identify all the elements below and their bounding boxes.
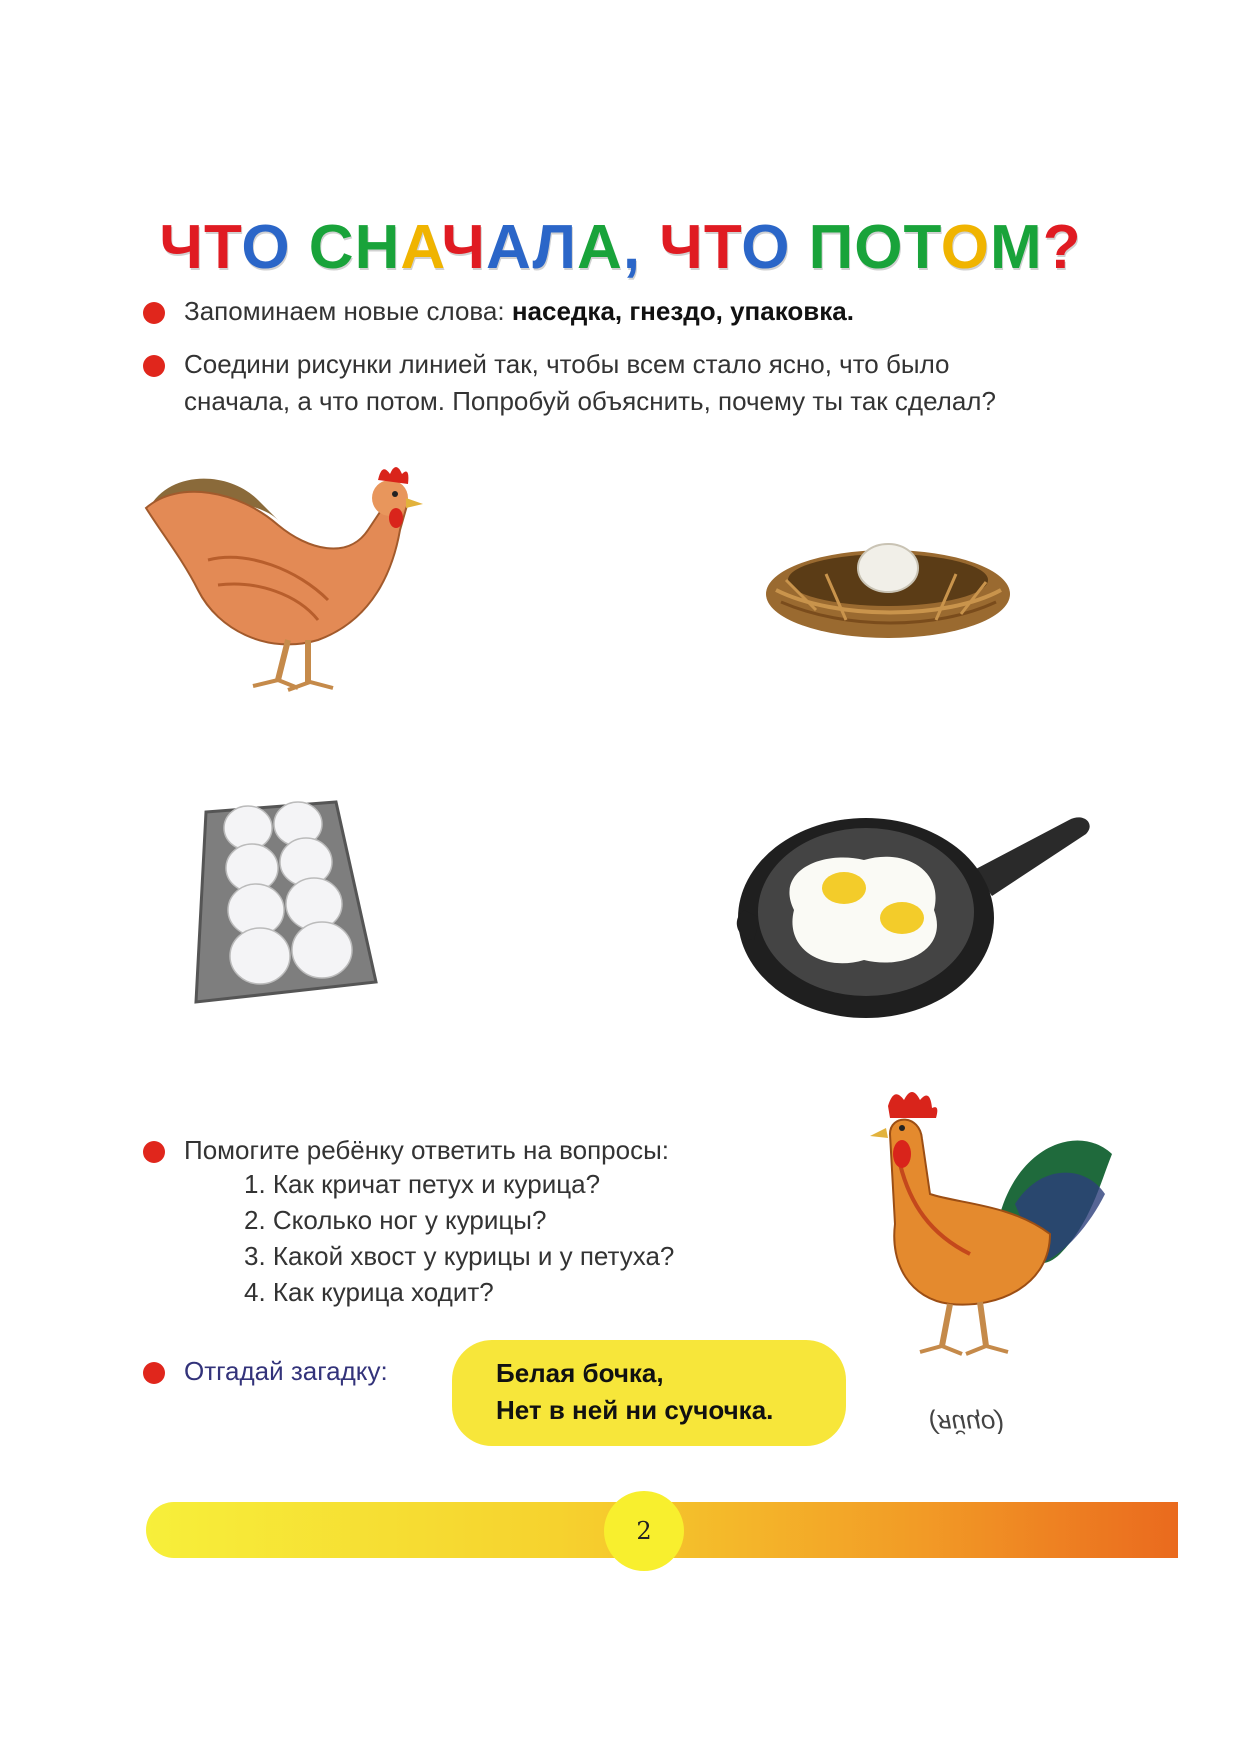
riddle-answer: (яйцо) bbox=[929, 1409, 1004, 1439]
egg-carton-icon bbox=[186, 792, 382, 1006]
riddle-box bbox=[452, 1340, 846, 1446]
nest-icon bbox=[756, 530, 1018, 650]
bullet-dot bbox=[143, 302, 165, 324]
title-letter: , bbox=[622, 213, 642, 282]
new-words-prefix: Запоминаем новые слова: bbox=[184, 296, 512, 326]
new-words-list: наседка, гнездо, упаковка. bbox=[511, 296, 854, 326]
title-letter bbox=[641, 213, 659, 282]
question-item: 4. Как курица ходит? bbox=[244, 1277, 494, 1307]
title-letter: М bbox=[990, 213, 1043, 282]
title-letter: О bbox=[854, 213, 904, 282]
questions-bullet bbox=[148, 1132, 669, 1169]
title-letter: П bbox=[808, 213, 855, 282]
hen-icon bbox=[138, 450, 438, 710]
question-item: 2. Сколько ног у курицы? bbox=[244, 1205, 547, 1235]
frying-pan-icon bbox=[734, 800, 1104, 1024]
questions-heading: Помогите ребёнку ответить на вопросы: bbox=[184, 1135, 669, 1165]
title-letter: Т bbox=[703, 213, 742, 282]
question-item: 3. Какой хвост у курицы и у петуха? bbox=[244, 1241, 675, 1271]
task-bullet bbox=[148, 346, 996, 420]
title-letter: Ч bbox=[159, 213, 204, 282]
title-letter: А bbox=[486, 213, 533, 282]
title-letter: Н bbox=[354, 213, 401, 282]
title-letter: ? bbox=[1042, 213, 1082, 282]
title-letter: С bbox=[308, 213, 355, 282]
page-number: 2 bbox=[604, 1491, 684, 1571]
title-letter: Ч bbox=[659, 213, 704, 282]
title-letter: А bbox=[400, 213, 442, 282]
title-letter: О bbox=[940, 213, 991, 282]
new-words-bullet bbox=[148, 293, 854, 330]
title-letter: Л bbox=[532, 213, 578, 282]
title-letter bbox=[291, 213, 309, 282]
riddle-bullet bbox=[148, 1353, 388, 1390]
title-letter: Т bbox=[204, 213, 242, 282]
title-letter: Ч bbox=[441, 213, 486, 282]
title-letter: О bbox=[241, 213, 291, 282]
title-letter: А bbox=[577, 213, 623, 282]
riddle-line-1: Белая бочка, bbox=[496, 1358, 664, 1388]
rooster-icon bbox=[850, 1084, 1120, 1374]
riddle-label: Отгадай загадку: bbox=[184, 1356, 388, 1386]
page-title bbox=[0, 212, 1241, 283]
bullet-dot bbox=[143, 1141, 165, 1163]
bullet-dot bbox=[143, 355, 165, 377]
title-letter bbox=[790, 213, 808, 282]
bullet-dot bbox=[143, 1362, 165, 1384]
question-item: 1. Как кричат петух и курица? bbox=[244, 1169, 601, 1199]
task-line-2: сначала, а что потом. Попробуй объяснить, почему ты так сделал? bbox=[184, 386, 996, 416]
title-letter: Т bbox=[903, 213, 941, 282]
questions-list bbox=[244, 1166, 674, 1310]
task-line-1: Соедини рисунки линией так, чтобы всем стало ясно, что было bbox=[184, 349, 950, 379]
title-letter: О bbox=[741, 213, 791, 282]
riddle-line-2: Нет в ней ни сучочка. bbox=[496, 1395, 774, 1425]
